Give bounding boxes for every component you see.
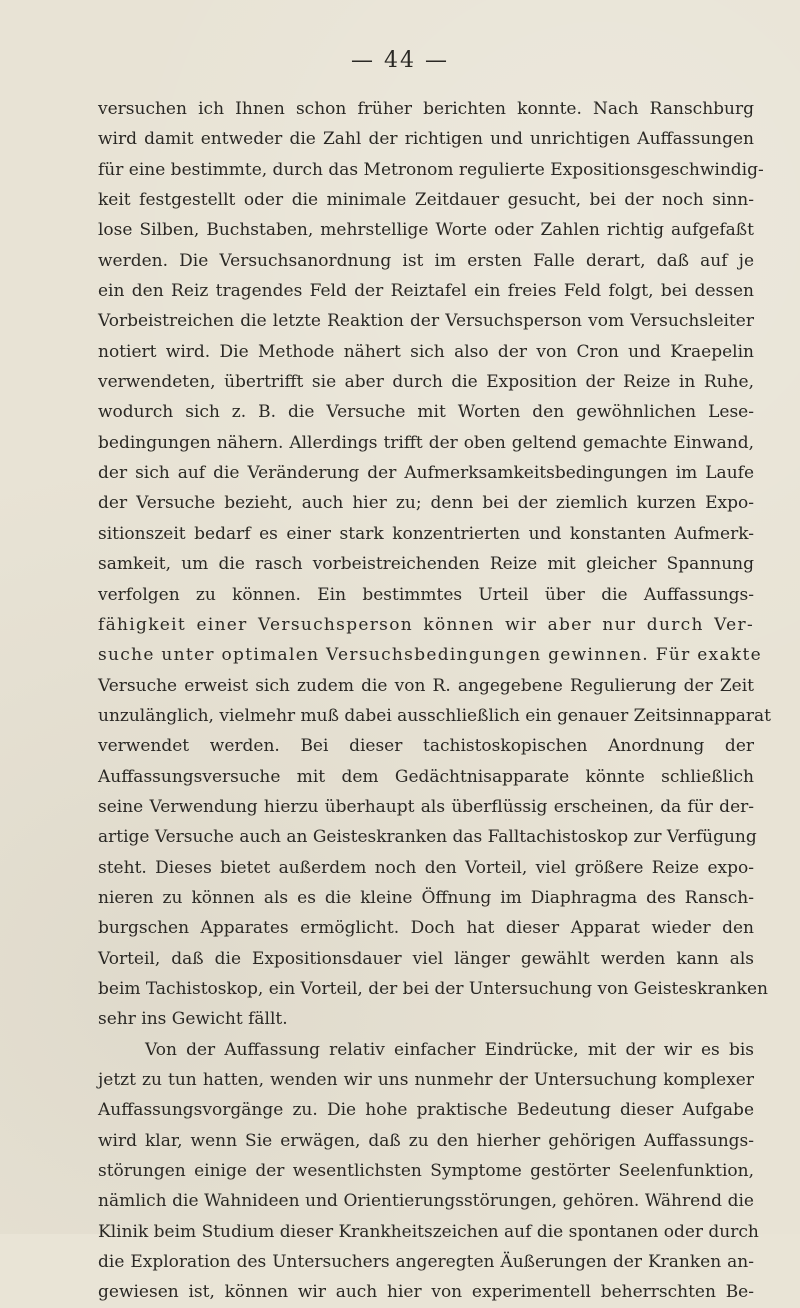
text-line: samkeit, um die rasch vorbeistreichenden Reize mit gleicher Spannung <box>98 554 754 575</box>
text-line: Vorbeistreichen die letzte Reaktion der Versuchsperson vom Versuchsleiter <box>98 311 754 332</box>
text-line: burgschen Apparates ermöglicht. Doch hat dieser Apparat wieder den <box>98 918 754 939</box>
text-line: suche unter optimalen Versuchsbedingungen gewinnen. Für exakte <box>98 645 762 666</box>
text-line: Klinik beim Studium dieser Krankheitszeichen auf die spontanen oder durch <box>98 1221 759 1242</box>
text-line: bedingungen nähern. Allerdings trifft der oben geltend gemachte Einwand, <box>98 432 754 453</box>
text-line: werden. Die Versuchsanordnung ist im ersten Falle derart, daß auf je <box>98 250 754 271</box>
text-line: Von der Auffassung relativ einfacher Eindrücke, mit der wir es bis <box>145 1039 754 1060</box>
text-line: sitionszeit bedarf es einer stark konzentrierten und konstanten Aufmerk- <box>98 523 754 544</box>
text-line: für eine bestimmte, durch das Metronom regulierte Expositionsgeschwindig- <box>98 159 764 180</box>
text-line: wird klar, wenn Sie erwägen, daß zu den hierher gehörigen Auffassungs- <box>98 1130 754 1151</box>
text-line: artige Versuche auch an Geisteskranken das Falltachistoskop zur Verfügung <box>98 827 757 848</box>
text-line: wodurch sich z. B. die Versuche mit Worten den gewöhnlichen Lese- <box>98 402 754 423</box>
text-line: störungen einige der wesentlichsten Symptome gestörter Seelenfunktion, <box>98 1161 754 1182</box>
text-line: verwendeten, übertrifft sie aber durch die Exposition der Reize in Ruhe, <box>98 372 754 393</box>
text-line: Vorteil, daß die Expositionsdauer viel länger gewählt werden kann als <box>98 948 754 969</box>
text-line: verfolgen zu können. Ein bestimmtes Urteil über die Auffassungs- <box>98 584 754 605</box>
text-line: beim Tachistoskop, ein Vorteil, der bei der Untersuchung von Geisteskranken <box>98 978 768 999</box>
text-line: seine Verwendung hierzu überhaupt als überflüssig erscheinen, da für der- <box>98 796 754 817</box>
text-line: notiert wird. Die Methode nähert sich also der von Cron und Kraepelin <box>98 341 754 362</box>
text-line: fähigkeit einer Versuchsperson können wir aber nur durch Ver- <box>98 614 754 635</box>
text-line: keit festgestellt oder die minimale Zeitdauer gesucht, bei der noch sinn- <box>98 190 754 211</box>
text-line: der sich auf die Veränderung der Aufmerksamkeitsbedingungen im Laufe <box>98 463 754 484</box>
text-line: Versuche erweist sich zudem die von R. angegebene Regulierung der Zeit <box>98 675 754 696</box>
text-line: die Exploration des Untersuchers angeregten Äußerungen der Kranken an- <box>98 1252 754 1273</box>
text-line: der Versuche bezieht, auch hier zu; denn bei der ziemlich kurzen Expo- <box>98 493 754 514</box>
page-number: — 44 — <box>351 48 449 73</box>
text-line: Auffassungsversuche mit dem Gedächtnisapparate könnte schließlich <box>98 766 754 787</box>
paragraph-1 <box>98 94 771 1035</box>
paragraph-2 <box>98 1035 759 1308</box>
text-line: ein den Reiz tragendes Feld der Reiztafel ein freies Feld folgt, bei dessen <box>98 281 754 302</box>
text-line: sehr ins Gewicht fällt. <box>98 1009 288 1030</box>
text-line: lose Silben, Buchstaben, mehrstellige Worte oder Zahlen richtig aufgefaßt <box>98 220 754 241</box>
text-line: versuchen ich Ihnen schon früher berichten konnte. Nach Ranschburg <box>98 99 754 119</box>
text-line: nämlich die Wahnideen und Orientierungsstörungen, gehören. Während die <box>98 1191 754 1212</box>
text-line: unzulänglich, vielmehr muß dabei ausschließlich ein genauer Zeitsinnapparat <box>98 705 771 726</box>
text-line: steht. Dieses bietet außerdem noch den Vorteil, viel größere Reize expo- <box>98 857 754 878</box>
text-line: nieren zu können als es die kleine Öffnung im Diaphragma des Ransch- <box>98 887 754 908</box>
text-line: verwendet werden. Bei dieser tachistoskopischen Anordnung der <box>98 736 754 757</box>
text-line: jetzt zu tun hatten, wenden wir uns nunmehr der Untersuchung komplexer <box>98 1070 754 1090</box>
text-line: Auffassungsvorgänge zu. Die hohe praktische Bedeutung dieser Aufgabe <box>98 1100 754 1121</box>
text-body <box>98 94 771 1308</box>
text-line: gewiesen ist, können wir auch hier von experimentell beherrschten Be- <box>98 1282 754 1303</box>
text-line: wird damit entweder die Zahl der richtigen und unrichtigen Auffassungen <box>98 129 754 150</box>
